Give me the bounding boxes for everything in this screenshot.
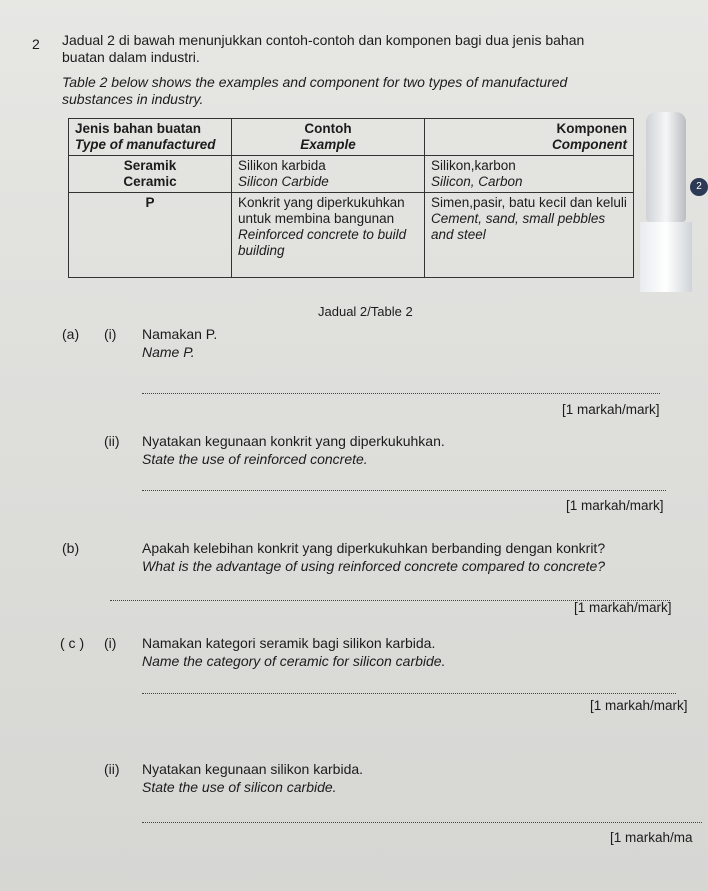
table-header-row (69, 119, 634, 156)
row1-type: Seramik Ceramic (69, 156, 232, 193)
part-a-ii-label: (ii) (104, 433, 120, 449)
header-example: Contoh Example (232, 119, 425, 156)
mark-c-ii: [1 markah/ma (610, 830, 693, 845)
part-c-ii-label: (ii) (104, 761, 120, 777)
table-row (69, 193, 634, 278)
answer-line-a-ii[interactable] (142, 490, 666, 491)
part-a-ii-malay: Nyatakan kegunaan konkrit yang diperkukuhkan. (142, 433, 445, 449)
header-component: Komponen Component (425, 119, 634, 156)
table-2 (68, 118, 634, 278)
row2-example: Konkrit yang diperkukuhkan untuk membina bangunan Reinforced concrete to build building (232, 193, 425, 278)
part-c-label: ( c ) (60, 635, 85, 651)
part-a-i-malay: Namakan P. (142, 326, 218, 342)
table-caption: Jadual 2/Table 2 (318, 304, 413, 319)
row2-type: P (69, 193, 232, 278)
part-c-ii-english: State the use of silicon carbide. (142, 779, 337, 795)
intro-malay: Jadual 2 di bawah menunjukkan contoh-contoh dan komponen bagi dua jenis bahan buatan dalam industri. (62, 32, 585, 65)
pen-body (640, 222, 692, 292)
mark-b: [1 markah/mark] (574, 600, 672, 615)
part-b-malay: Apakah kelebihan konkrit yang diperkukuhkan berbanding dengan konkrit? (142, 540, 606, 556)
part-a-label: (a) (62, 326, 80, 342)
answer-line-c-ii[interactable] (142, 822, 702, 823)
question-number: 2 (32, 36, 40, 52)
mark-a-i: [1 markah/mark] (562, 402, 660, 417)
answer-line-a-i[interactable] (142, 393, 660, 394)
header-type: Jenis bahan buatan Type of manufactured (69, 119, 232, 156)
pen-badge: 2 (690, 178, 708, 196)
answer-line-c-i[interactable] (142, 693, 676, 694)
part-a-ii-english: State the use of reinforced concrete. (142, 451, 368, 467)
row1-component: Silikon,karbon Silicon, Carbon (425, 156, 634, 193)
part-b-label: (b) (62, 540, 80, 556)
row2-component: Simen,pasir, batu kecil dan keluli Cement, sand, small pebbles and steel (425, 193, 634, 278)
mark-c-i: [1 markah/mark] (590, 698, 688, 713)
table-row (69, 156, 634, 193)
part-c-i-malay: Namakan kategori seramik bagi silikon karbida. (142, 635, 436, 651)
intro-english: Table 2 below shows the examples and component for two types of manufactured substances in industry. (62, 74, 568, 107)
part-c-i-english: Name the category of ceramic for silicon carbide. (142, 653, 446, 669)
part-b-english: What is the advantage of using reinforced concrete compared to concrete? (142, 558, 606, 574)
pen-cap (646, 112, 686, 222)
mark-a-ii: [1 markah/mark] (566, 498, 664, 513)
part-a-i-label: (i) (104, 326, 117, 342)
row1-example: Silikon karbida Silicon Carbide (232, 156, 425, 193)
part-c-ii-malay: Nyatakan kegunaan silikon karbida. (142, 761, 364, 777)
part-a-i-english: Name P. (142, 344, 195, 360)
part-c-i-label: (i) (104, 635, 117, 651)
